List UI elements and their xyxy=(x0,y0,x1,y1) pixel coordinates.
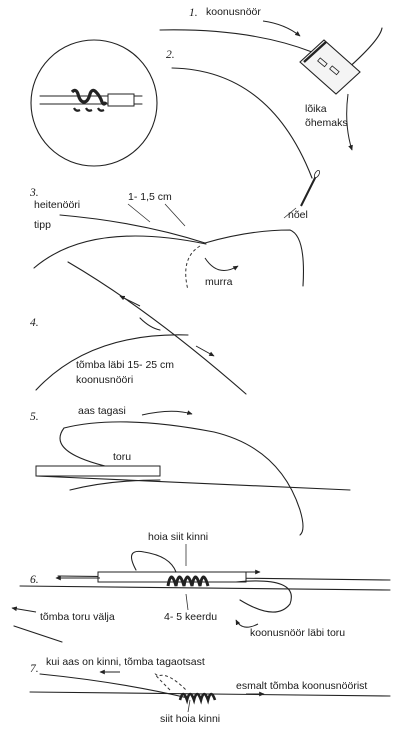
step7-line-diag xyxy=(40,674,188,698)
step1-arrow xyxy=(263,21,300,36)
step-7 xyxy=(30,656,390,725)
step6-loop xyxy=(132,551,177,572)
label-loika: lõika xyxy=(305,103,327,115)
blade-icon xyxy=(300,40,360,94)
step-7-number: 7. xyxy=(30,663,39,675)
step-6 xyxy=(12,531,390,642)
siit-pointer xyxy=(188,700,190,712)
label-tomba-labi: tõmba läbi 15- 25 cm xyxy=(76,359,175,371)
tube-out-arrow xyxy=(12,608,36,612)
label-tipp: tipp xyxy=(34,219,51,231)
step1-line xyxy=(160,30,312,52)
step5-line-lower xyxy=(70,480,160,490)
label-noel: nõel xyxy=(288,209,308,221)
length-bracket xyxy=(128,204,185,226)
label-ohemaks: õhemaks xyxy=(305,117,348,129)
step6-line-bottom xyxy=(20,586,390,590)
step-3-number: 3. xyxy=(30,187,39,199)
step3-fold-dashed xyxy=(186,246,200,290)
step3-fold-arrow xyxy=(205,258,238,271)
step6-right-loop xyxy=(236,581,291,612)
detail-circle xyxy=(31,40,157,166)
keerdu-pointer xyxy=(186,594,188,610)
label-tomba-toru-valja: tõmba toru välja xyxy=(40,611,115,623)
label-siit-hoia: siit hoia kinni xyxy=(160,713,221,725)
label-heitenoori: heitenööri xyxy=(34,199,81,211)
tube-icon xyxy=(36,466,160,476)
tube-out xyxy=(14,626,62,642)
step-2 xyxy=(166,49,321,221)
label-murra: murra xyxy=(205,276,233,288)
label-koonusnoor-labi-toru: koonusnöör läbi toru xyxy=(250,627,346,639)
label-toru: toru xyxy=(113,451,132,463)
step5-arrow xyxy=(142,411,192,415)
step-1 xyxy=(160,6,382,150)
label-esmalt: esmalt tõmba koonusnöörist xyxy=(236,680,368,692)
step4-line-c xyxy=(140,318,160,330)
label-keerdu: 4- 5 keerdu xyxy=(164,611,218,623)
step5-line-main xyxy=(36,476,350,490)
label-length: 1- 1,5 cm xyxy=(128,191,172,203)
step2-line xyxy=(172,68,312,178)
step-2-number: 2. xyxy=(166,49,175,61)
step3-tip xyxy=(60,215,205,243)
step-5-number: 5. xyxy=(30,411,39,423)
step3-fly-line xyxy=(34,236,206,268)
step-6-number: 6. xyxy=(30,574,39,586)
label-koonusnoori: koonusnööri xyxy=(76,374,134,386)
step-4-number: 4. xyxy=(30,317,39,329)
label-kui-aas: kui aas on kinni, tõmba tagaotsast xyxy=(46,656,205,668)
step-1-number: 1. xyxy=(189,7,198,19)
label-koonusnoor: koonusnöör xyxy=(206,6,261,18)
label-hoia-siit-kinni: hoia siit kinni xyxy=(148,531,209,543)
step7-loop-dashed xyxy=(155,674,186,690)
coil-icon xyxy=(180,694,215,700)
step-5 xyxy=(30,405,350,535)
step4-arrow-left xyxy=(120,296,140,306)
label-aas-tagasi: aas tagasi xyxy=(78,405,126,417)
step-3 xyxy=(29,187,303,290)
